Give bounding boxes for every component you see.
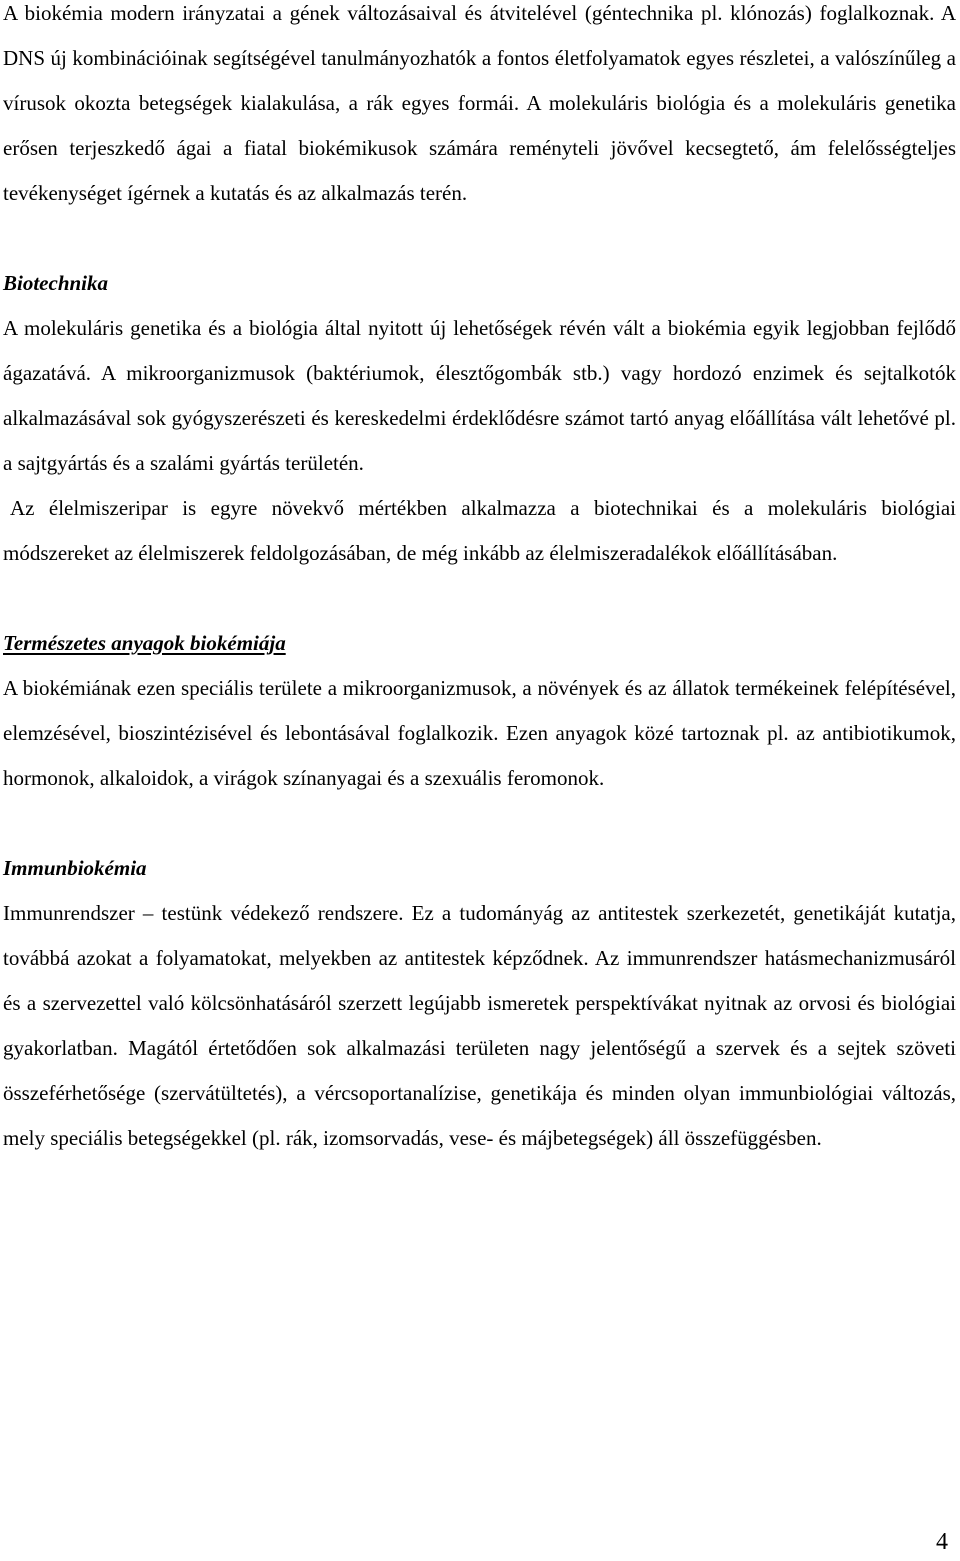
spacer xyxy=(3,801,956,846)
document-page xyxy=(3,0,956,1161)
spacer xyxy=(3,216,956,261)
section-heading-biotechnika: Biotechnika xyxy=(3,271,109,295)
biotechnika-paragraph-1: A molekuláris genetika és a biológia által nyitott új lehetőségek révén vált a biokémia egyik legjobban fejlődő ágazatává. A mikroorganizmusok (baktériumok, élesztőgombák stb.) vagy hordozó enzimek és sejtalkotók alkalmazásával sok gyógyszerészeti és kereskedelmi érdeklődésre számot tartó anyag előállítása vált lehetővé pl. a sajtgyártás és a szalámi gyártás területén. xyxy=(3,316,956,475)
immunbiokemia-paragraph: Immunrendszer – testünk védekező rendszere. Ez a tudományág az antitestek szerkezetét, genetikáját kutatja, továbbá azokat a folyamatokat, melyekben az antitestek képződnek. Az immunrendszer hatásmechanizmusáról és a szervezettel való kölcsönhatásáról szerzett legújabb ismeretek perspektívákat nyitnak az orvosi és biológiai gyakorlatban. Magától értetődően sok alkalmazási területen nagy jelentőségű a szervek és a sejtek szöveti összeférhetősége (szervátültetés), a vércsoportanalízise, genetikája és minden olyan immunbiológiai változás, mely speciális betegségekkel (pl. rák, izomsorvadás, vese- és májbetegségek) áll összefüggésben. xyxy=(3,901,956,1150)
section-heading-immunbiokemia: Immunbiokémia xyxy=(3,856,147,880)
section-heading-termeszetes-anyagok: Természetes anyagok biokémiája xyxy=(3,631,286,655)
termeszetes-anyagok-paragraph: A biokémiának ezen speciális területe a mikroorganizmusok, a növények és az állatok termékeinek felépítésével, elemzésével, bioszintézisével és lebontásával foglalkozik. Ezen anyagok közé tartoznak pl. az antibiotikumok, hormonok, alkaloidok, a virágok színanyagai és a szexuális feromonok. xyxy=(3,676,956,790)
spacer xyxy=(3,576,956,621)
biotechnika-paragraph-2: Az élelmiszeripar is egyre növekvő mértékben alkalmazza a biotechnikai és a molekuláris biológiai módszereket az élelmiszerek feldolgozásában, de még inkább az élelmiszeradalékok előállításában. xyxy=(3,496,956,565)
page-number: 4 xyxy=(936,1529,948,1555)
intro-paragraph: A biokémia modern irányzatai a gének változásaival és átvitelével (géntechnika pl. klónozás) foglalkoznak. A DNS új kombinációinak segítségével tanulmányozhatók a fontos életfolyamatok egyes részletei, a valószínűleg a vírusok okozta betegségek kialakulása, a rák egyes formái. A molekuláris biológia és a molekuláris genetika erősen terjeszkedő ágai a fiatal biokémikusok számára reményteli jövővel kecsegtető, ám felelősségteljes tevékenységet ígérnek a kutatás és az alkalmazás terén. xyxy=(3,1,956,205)
